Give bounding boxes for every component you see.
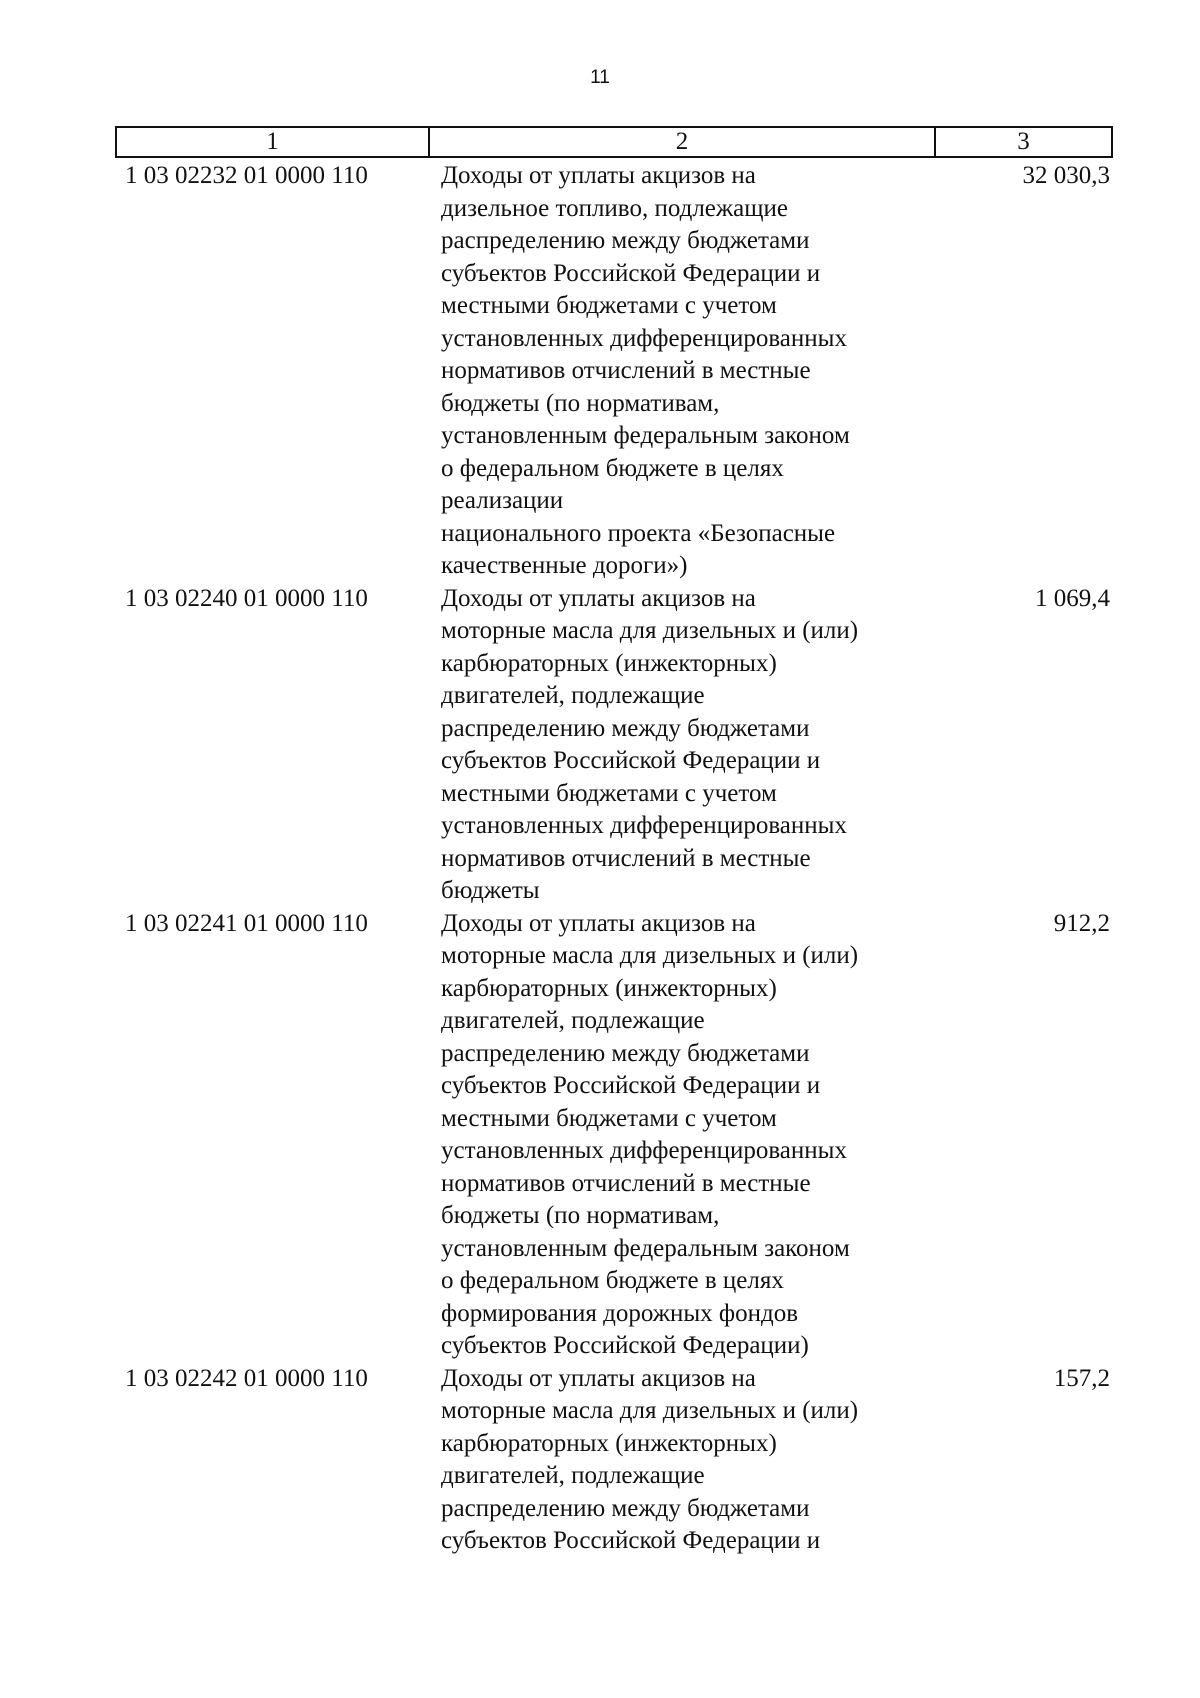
amount-value: 1 069,4 (1035, 584, 1110, 612)
description-line: двигателей, подлежащие (441, 1462, 705, 1489)
description-line: установленных дифференцированных (441, 812, 847, 839)
header-col-2: 2 (430, 128, 936, 156)
description-line: местными бюджетами с учетом (441, 1104, 777, 1132)
header-col-3: 3 (1017, 128, 1030, 155)
description-line: о федеральном бюджете в целях (441, 1267, 784, 1294)
budget-code: 1 03 02241 01 0000 110 (125, 909, 368, 937)
page-number: 11 (590, 67, 610, 88)
description-line: установленным федеральным законом (441, 1234, 850, 1262)
budget-code: 1 03 02242 01 0000 110 (125, 1364, 368, 1392)
description-line: национального проекта «Безопасные (441, 519, 836, 547)
description-line: нормативов отчислений в местные (441, 844, 811, 872)
description-line: субъектов Российской Федерации и (441, 259, 821, 287)
description-line: распределению между бюджетами (441, 714, 810, 742)
description-line: установленных дифференцированных (441, 324, 847, 352)
description-line: реализации (441, 487, 564, 514)
description-line: нормативов отчислений в местные (441, 1169, 811, 1197)
amount-value: 157,2 (1053, 1364, 1110, 1392)
table-row (125, 908, 1110, 1363)
description-line: Доходы от уплаты акцизов на (441, 909, 756, 937)
description-line: бюджеты (по нормативам, (441, 1202, 720, 1229)
description-line: двигателей, подлежащие (441, 682, 705, 709)
income-description (441, 160, 941, 583)
description-line: двигателей, подлежащие (441, 1007, 705, 1034)
description-line: карбюраторных (инжекторных) (441, 974, 777, 1002)
table-row (125, 160, 1110, 583)
description-line: субъектов Российской Федерации и (441, 747, 821, 774)
description-line: дизельное топливо, подлежащие (441, 194, 788, 222)
description-line: моторные масла для дизельных и (или) (441, 1397, 859, 1424)
description-line: нормативов отчислений в местные (441, 357, 811, 384)
income-description (441, 1363, 941, 1558)
description-line: качественные дороги») (441, 552, 688, 579)
header-col-1: 1 (117, 128, 430, 156)
description-line: субъектов Российской Федерации и (441, 1527, 821, 1554)
description-line: бюджеты (по нормативам, (441, 389, 720, 417)
description-line: местными бюджетами с учетом (441, 779, 777, 807)
description-line: распределению между бюджетами (441, 227, 810, 254)
description-line: местными бюджетами с учетом (441, 292, 777, 319)
description-line: о федеральном бюджете в целях (441, 454, 784, 482)
description-line: субъектов Российской Федерации и (441, 1072, 821, 1099)
description-line: моторные масла для дизельных и (или) (441, 942, 859, 969)
amount-value: 32 030,3 (1022, 162, 1110, 189)
amount-value: 912,2 (1053, 909, 1110, 937)
description-line: распределению между бюджетами (441, 1039, 810, 1067)
description-line: карбюраторных (инжекторных) (441, 649, 777, 677)
description-line: Доходы от уплаты акцизов на (441, 584, 756, 612)
table-row (125, 1363, 1110, 1558)
description-line: Доходы от уплаты акцизов на (441, 1364, 756, 1392)
description-line: распределению между бюджетами (441, 1494, 810, 1522)
description-line: субъектов Российской Федерации) (441, 1332, 809, 1359)
description-line: формирования дорожных фондов (441, 1299, 798, 1327)
budget-code: 1 03 02240 01 0000 110 (125, 584, 368, 612)
description-line: бюджеты (441, 877, 540, 904)
budget-code: 1 03 02232 01 0000 110 (125, 162, 368, 189)
description-line: карбюраторных (инжекторных) (441, 1429, 777, 1457)
description-line: установленных дифференцированных (441, 1137, 847, 1164)
income-description (441, 908, 941, 1363)
table-body (125, 160, 1110, 1558)
table-row (125, 583, 1110, 908)
income-description (441, 583, 941, 908)
table-header (115, 126, 1113, 158)
description-line: Доходы от уплаты акцизов на (441, 162, 756, 189)
description-line: моторные масла для дизельных и (или) (441, 617, 859, 644)
description-line: установленным федеральным законом (441, 422, 850, 449)
